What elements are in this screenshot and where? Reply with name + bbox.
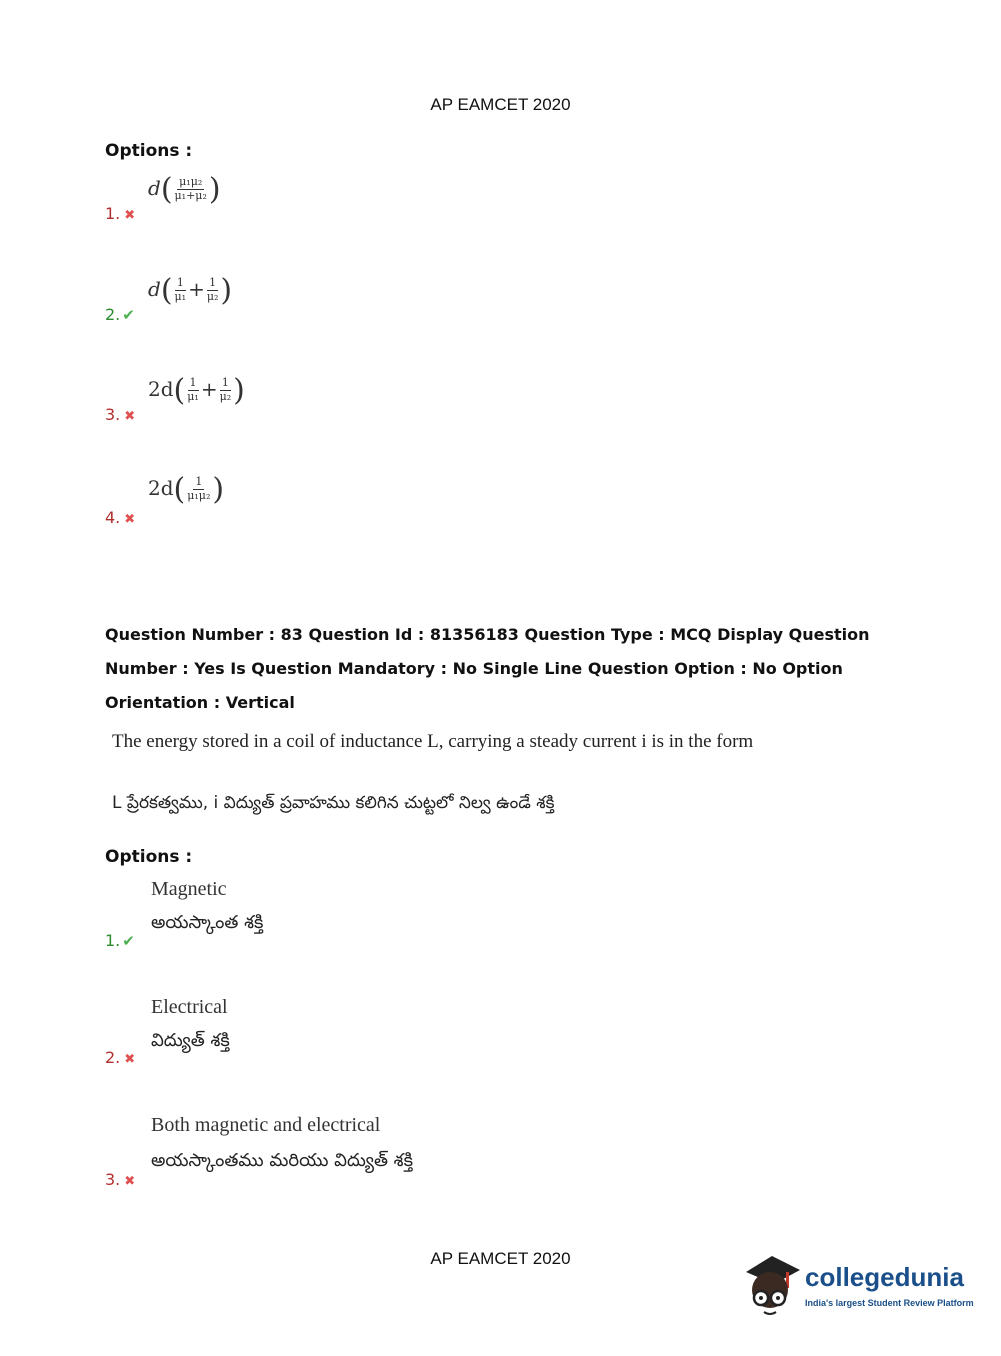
check-icon: ✔: [122, 932, 135, 950]
option-3-telugu: అయస్కాంతము మరియు విద్యుత్ శక్తి: [151, 1150, 413, 1171]
logo-tagline: India's largest Student Review Platform: [805, 1298, 974, 1308]
page-header: AP EAMCET 2020: [430, 95, 571, 114]
wrong-icon: ✖: [124, 208, 136, 223]
option-number-1: 1. ✔: [105, 931, 135, 950]
option-number-1: 1. ✖: [105, 204, 136, 223]
option-formula-2: d( $\frac{1}{\text{μ₁}}$ + $\frac{1}{\text{μ₂}}$ ): [148, 273, 233, 308]
option-formula-3: 2d( $\frac{1}{\text{μ₁}}$ + $\frac{1}{\text{μ₂}}$ ): [148, 373, 245, 408]
wrong-icon: ✖: [124, 1052, 136, 1067]
option-number-3: 3. ✖: [105, 1170, 136, 1189]
option-3-english: Both magnetic and electrical: [151, 1114, 381, 1136]
option-number-4: 4. ✖: [105, 508, 136, 527]
option-number-2: 2. ✔: [105, 305, 135, 324]
option-formula-4: 2d( $\frac{1}{\text{μ₁μ₂}}$ ): [148, 472, 225, 507]
option-formula-1: d( $\frac{\text{μ₁μ₂}}{\text{μ₁+μ₂}}$ ): [148, 172, 221, 207]
option-1-english: Magnetic: [151, 878, 227, 900]
collegedunia-logo: collegedunia: [805, 1262, 964, 1292]
option-number-2: 2. ✖: [105, 1048, 136, 1067]
option-2-telugu: విద్యుత్ శక్తి: [151, 1030, 230, 1051]
wrong-icon: ✖: [124, 409, 136, 424]
wrong-icon: ✖: [124, 1174, 136, 1189]
options-title: Options :: [105, 141, 193, 161]
wrong-icon: ✖: [124, 512, 136, 527]
collegedunia-mascot-icon: [742, 1250, 804, 1320]
question-text-english: The energy stored in a coil of inductance L, carrying a steady current i is in the form: [112, 731, 754, 752]
question-meta: Question Number : 83 Question Id : 81356183 Question Type : MCQ Display Question Number : Yes Is Question Mandatory : No Single Line Question Option : No Option Orientation : Vertical: [105, 625, 870, 712]
page-footer: AP EAMCET 2020: [430, 1249, 571, 1268]
option-2-english: Electrical: [151, 996, 228, 1018]
option-1-telugu: అయస్కాంత శక్తి: [151, 912, 264, 933]
options-title: Options :: [105, 847, 193, 867]
option-number-3: 3. ✖: [105, 405, 136, 424]
check-icon: ✔: [122, 306, 135, 324]
question-text-telugu: L ప్రేరకత్వము, i విద్యుత్ ప్రవాహము కలిగిన చుట్టలో నిల్వ ఉండే శక్తి: [112, 793, 555, 813]
